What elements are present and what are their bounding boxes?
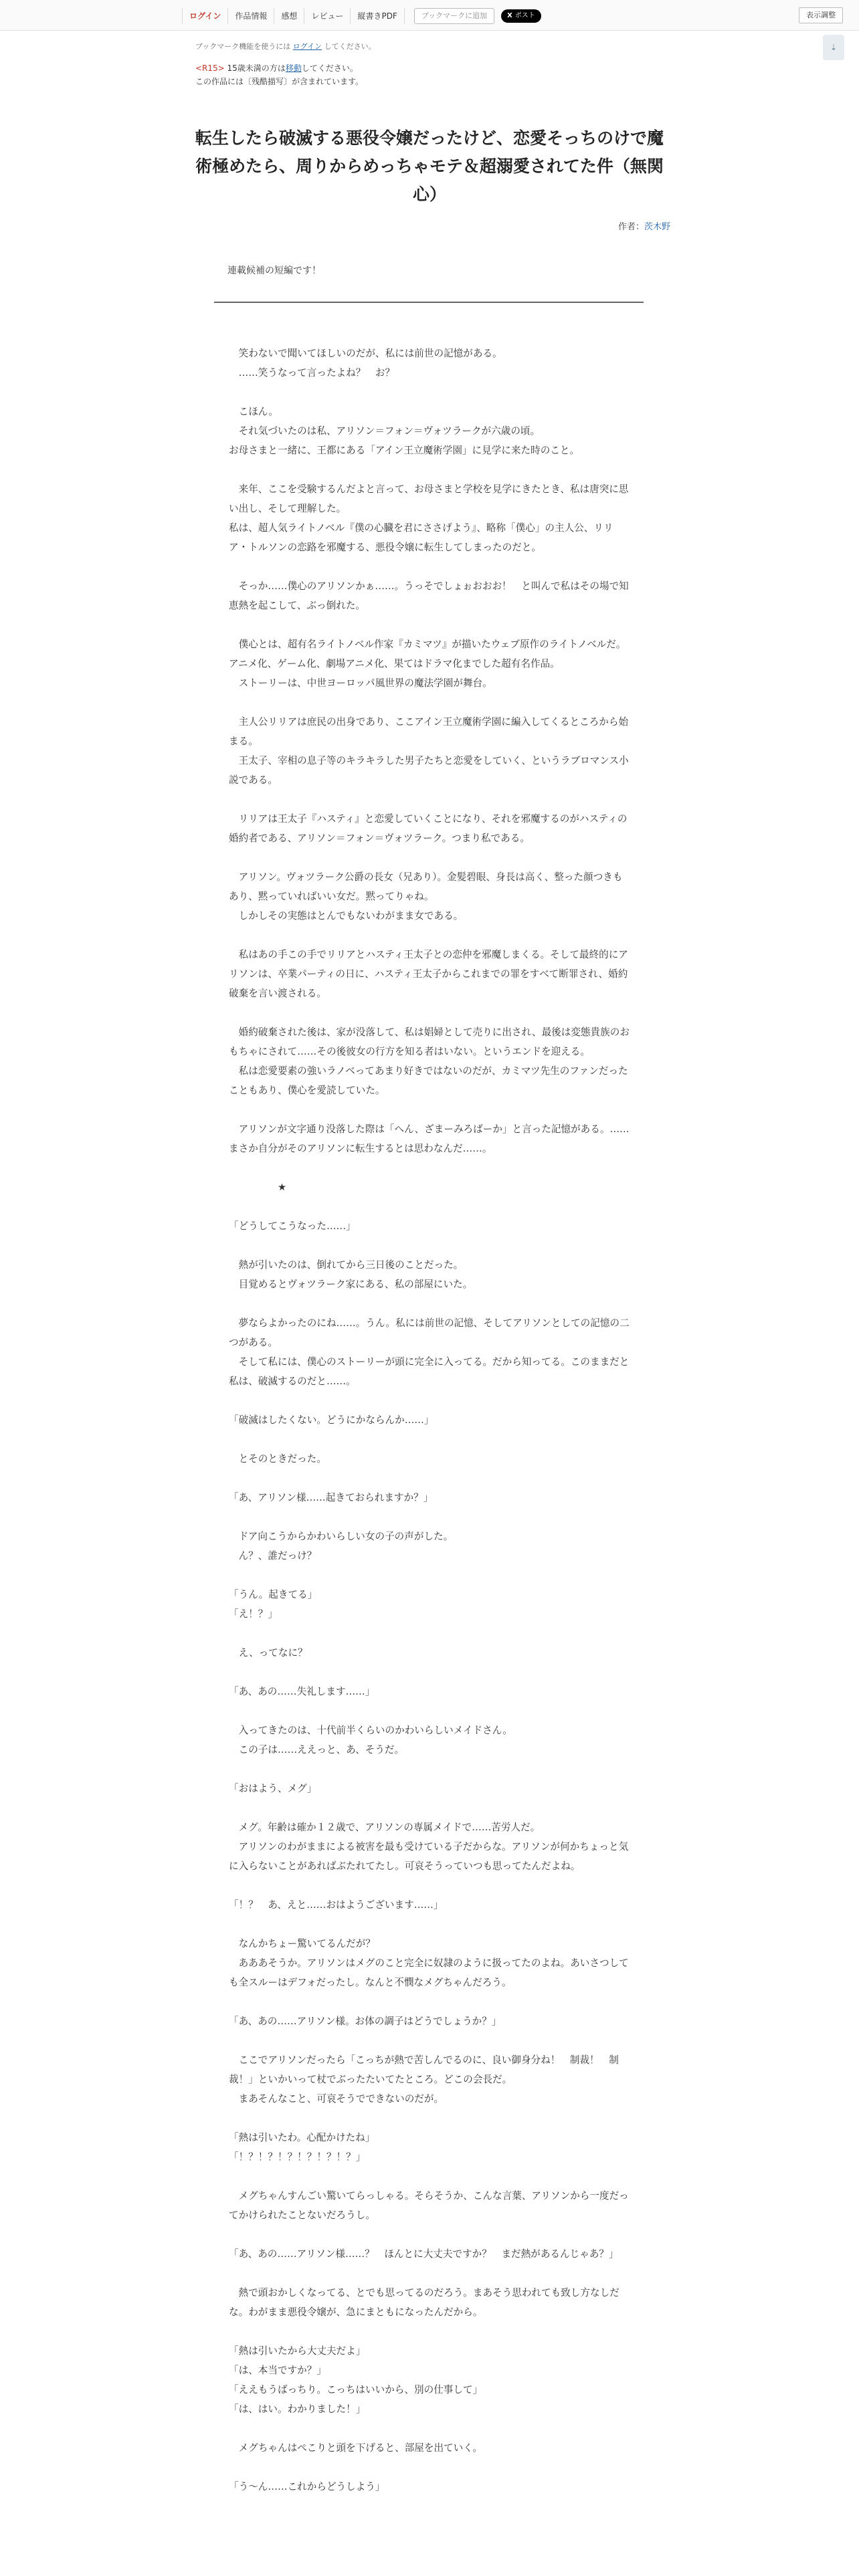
body-paragraph: 夢ならよかったのにね……。うん。私には前世の記憶、そしてアリソンとしての記憶の二つがある。	[229, 1317, 630, 1348]
body-paragraph: 僕心とは、超有名ライトノベル作家『カミマツ』が描いたウェブ原作のライトノベルだ。アニメ化、ゲーム化、劇場アニメ化、果てはドラマ化までした超有名作品。	[229, 639, 626, 669]
login-notice-link[interactable]: ログイン	[292, 42, 322, 51]
body-paragraph: お母さまと一緒に、王都にある「アイン王立魔術学園」に見学に来た時のこと。	[229, 445, 580, 456]
nav-review-link[interactable]: レビュー	[304, 8, 351, 24]
body-paragraph: 笑わないで聞いてほしいのだが、私には前世の記憶がある。	[229, 348, 502, 359]
x-logo-icon: X	[507, 12, 512, 19]
body-paragraph: 「熱は引いたわ。心配かけたね」	[229, 2132, 375, 2143]
body-paragraph: とそのときだった。	[229, 1453, 326, 1465]
r15-notice-suffix: してください。	[301, 64, 358, 73]
body-paragraph: ここでアリソンだったら「こっちが熱で苦しんでるのに、良い御身分ね！ 制裁！ 制裁！」といかいって杖でぶったたいてたところ。どこの会長だ。	[229, 2054, 619, 2085]
login-notice-suffix: してください。	[322, 42, 376, 51]
blank-line	[229, 1236, 630, 1255]
body-paragraph: 「どうしてこうなった……」	[229, 1220, 356, 1232]
body-paragraph: アリソン。ヴォツラーク公爵の長女（兄あり）。金髪碧眼、身長は高く、整った顔つきもあり、黙っていればいい女だ。黙ってりゃね。	[229, 871, 623, 902]
author-line	[189, 219, 670, 232]
r15-tag: <R15>	[195, 64, 225, 73]
blank-line	[229, 1566, 630, 1585]
blank-line	[229, 460, 630, 479]
body-paragraph: 「！？！？！？！？！？！？」	[229, 2151, 366, 2163]
body-paragraph: 目覚めるとヴォツラーク家にある、私の部屋にいた。	[229, 1279, 473, 1290]
blank-line	[229, 1469, 630, 1488]
body-paragraph: なんかちょー驚いてるんだが？	[229, 1938, 375, 1949]
blank-line	[229, 790, 630, 809]
body-paragraph: え、ってなに？	[229, 1647, 308, 1658]
body-paragraph: 「あ、あの……失礼します……」	[229, 1686, 375, 1697]
blank-line	[229, 615, 630, 635]
body-paragraph: 「あ、あの……アリソン様……？ ほんとに大丈夫ですか？ まだ熱があるんじゃあ？」	[229, 2248, 619, 2260]
body-paragraph: ストーリーは、中世ヨーロッパ風世界の魔法学園が舞台。	[229, 677, 492, 689]
arrow-down-icon: ⇣	[830, 43, 838, 52]
blank-line	[229, 848, 630, 867]
blank-line	[229, 383, 630, 402]
body-paragraph: ドア向こうからかわいらしい女の子の声がした。	[229, 1531, 454, 1542]
novel-title: 転生したら破滅する悪役令嬢だったけど、恋愛そっちのけで魔術極めたら、周りからめっちゃモテ＆超溺愛されてた件（無関心）	[195, 128, 664, 204]
body-paragraph: 来年、ここを受験するんだよと言って、お母さまと学校を見学にきたとき、私は唐突に思い出し、そして理解した。	[229, 484, 629, 514]
author-link[interactable]: 茨木野	[644, 222, 670, 232]
author-label: 作者：	[617, 222, 644, 232]
blank-line	[229, 1759, 630, 1779]
body-paragraph: アリソンのわがままによる被害を最も受けている子だからな。アリソンが何かちょっと気に入らないことがあればぶたれてたし。可哀そうっていつも思ってたんだよね。	[229, 1841, 629, 1872]
body-paragraph: 「破滅はしたくない。どうにかならんか……」	[229, 1414, 434, 1426]
blank-line	[229, 1430, 630, 1449]
blank-line	[229, 1391, 630, 1410]
blank-line	[229, 1992, 630, 2012]
body-paragraph: 熱が引いたのは、倒れてから三日後のことだった。	[229, 1259, 464, 1271]
top-navigation-bar	[0, 0, 859, 31]
blank-line	[229, 1197, 630, 1216]
preface-divider	[214, 302, 644, 303]
display-settings-button[interactable]: 表示調整	[799, 7, 843, 23]
body-paragraph: 「熱は引いたから大丈夫だよ」	[229, 2345, 366, 2357]
body-paragraph: 私はあの手この手でリリアとハスティ王太子との恋仲を邪魔しまくる。そして最終的にアリソンは、卒業パーティの日に、ハスティ王太子からこれまでの罪をすべて断罪され、婚約破棄を言い渡される。	[229, 949, 628, 999]
blank-line	[229, 557, 630, 576]
nav-vertical-pdf-link[interactable]: 縦書きPDF	[351, 8, 404, 24]
body-paragraph: メグちゃんすんごい驚いてらっしゃる。そらそうか、こんな言葉、アリソンから一度だってかけられたことないだろうし。	[229, 2190, 629, 2221]
body-paragraph: 「は、本当ですか？」	[229, 2365, 326, 2376]
add-bookmark-button[interactable]: ブックマークに追加	[414, 8, 494, 24]
body-paragraph: 入ってきたのは、十代前半くらいのかわいらしいメイドさん。	[229, 1725, 512, 1736]
body-paragraph: この子は……ええっと、あ、そうだ。	[229, 1744, 405, 1755]
body-paragraph: 王太子、宰相の息子等のキラキラした男子たちと恋愛をしていく、というラブロマンス小説である。	[229, 755, 629, 786]
blank-line	[229, 1662, 630, 1682]
body-paragraph: 熱で頭おかしくなってる、とでも思ってるのだろう。まあそう思われても致し方なしだな。わがまま悪役令嬢が、急にまともになったんだから。	[229, 2287, 619, 2318]
blank-line	[229, 2419, 630, 2438]
nav-login-link[interactable]: ログイン	[182, 8, 228, 24]
blank-line	[229, 2225, 630, 2244]
blank-line	[229, 1915, 630, 1934]
x-post-button[interactable]	[501, 9, 541, 23]
blank-line	[229, 1507, 630, 1527]
blank-line	[229, 2458, 630, 2477]
body-paragraph: 私は、超人気ライトノベル『僕の心臓を君にささげよう』、略称「僕心」の主人公、リリア・トルソンの恋路を邪魔する、悪役令嬢に転生してしまったのだと。	[229, 522, 613, 553]
blank-line	[229, 1701, 630, 1721]
blank-line	[229, 2031, 630, 2050]
blank-line	[229, 1624, 630, 1643]
r15-move-link[interactable]: 移動	[285, 64, 302, 73]
notice-area	[195, 41, 664, 88]
novel-body	[229, 344, 630, 2496]
blank-line	[229, 2167, 630, 2186]
body-paragraph: 主人公リリアは庶民の出身であり、ここアイン王立魔術学園に編入してくるところから始まる。	[229, 716, 629, 747]
body-paragraph: ……笑うなって言ったよね？ お？	[229, 367, 395, 379]
blank-line	[229, 2109, 630, 2128]
body-paragraph: 「は、はい。わかりました！」	[229, 2403, 366, 2415]
blank-line	[229, 2322, 630, 2341]
login-notice-text: ブックマーク機能を使うには	[195, 42, 293, 51]
body-paragraph: ★	[229, 1182, 287, 1193]
body-paragraph: リリアは王太子『ハスティ』と恋愛していくことになり、それを邪魔するのがハスティの婚約者である、アリソン＝フォン＝ヴォツラーク。つまり私である。	[229, 813, 628, 844]
body-paragraph: 「うん。起きてる」	[229, 1589, 318, 1600]
body-paragraph: メグちゃんはぺこりと頭を下げると、部屋を出ていく。	[229, 2442, 483, 2454]
blank-line	[229, 1100, 630, 1119]
blank-line	[229, 926, 630, 945]
body-paragraph: それ気づいたのは私、アリソン＝フォン＝ヴォツラークが六歳の頃。	[229, 425, 541, 437]
blank-line	[229, 693, 630, 712]
content-warning: この作品には〔残酷描写〕が含まれています。	[195, 77, 364, 86]
blank-line	[229, 1294, 630, 1313]
scroll-down-button[interactable]	[823, 35, 844, 60]
body-paragraph: アリソンが文字通り没落した際は「へん、ざまーみろばーか」と言った記憶がある。……まさか自分がそのアリソンに転生するとは思わなんだ……。	[229, 1123, 630, 1154]
body-paragraph: 婚約破棄された後は、家が没落して、私は娼婦として売りに出され、最後は変態貴族のおもちゃにされて……その後彼女の行方を知る者はいない。というエンドを迎える。	[229, 1027, 630, 1057]
r15-notice-text: 15歳未満の方は	[224, 64, 286, 73]
nav-impressions-link[interactable]: 感想	[274, 8, 304, 24]
x-post-label: ポスト	[514, 12, 535, 19]
blank-line	[229, 1003, 630, 1023]
body-paragraph: 「おはよう、メグ」	[229, 1783, 317, 1794]
body-paragraph: こほん。	[229, 406, 278, 417]
body-paragraph: 「あ、アリソン様……起きておられますか？」	[229, 1492, 434, 1503]
blank-line	[229, 1158, 630, 1178]
body-paragraph: まあそんなこと、可哀そうでできないのだが。	[229, 2093, 444, 2105]
preface: 連載候補の短編です！	[227, 265, 321, 276]
body-paragraph: 私は恋愛要素の強いラノベってあまり好きではないのだが、カミマツ先生のファンだったこともあり、僕心を愛読していた。	[229, 1065, 628, 1096]
body-paragraph: 「あ、あの……アリソン様。お体の調子はどうでしょうか？」	[229, 2016, 502, 2027]
top-nav	[182, 7, 541, 25]
r15-notice	[195, 62, 664, 75]
blank-line	[229, 1798, 630, 1818]
body-paragraph: 「ええもうばっちり。こっちはいいから、別の仕事して」	[229, 2384, 483, 2395]
body-paragraph: ん？、誰だっけ？	[229, 1550, 317, 1562]
body-paragraph: メグ。年齢は確か１２歳で、アリソンの専属メイドで……苦労人だ。	[229, 1822, 541, 1833]
body-paragraph: そっか……僕心のアリソンかぁ……。うっそでしょぉおおお！ と叫んで私はその場で知恵熱を起こして、ぶっ倒れた。	[229, 580, 629, 611]
login-notice	[195, 41, 664, 52]
blank-line	[229, 2264, 630, 2283]
body-paragraph: 「！？ あ、えと……おはようございます……」	[229, 1899, 444, 1911]
body-paragraph: しかしその実態はとんでもないわがまま女である。	[229, 910, 464, 922]
body-paragraph: 「え！？」	[229, 1608, 278, 1620]
body-paragraph: そして私には、僕心のストーリーが頭に完全に入ってる。だから知ってる。このままだと私は、破滅するのだと……。	[229, 1356, 630, 1387]
blank-line	[229, 1876, 630, 1895]
body-paragraph: 「う～ん……これからどうしよう」	[229, 2481, 385, 2492]
nav-work-info-link[interactable]: 作品情報	[228, 8, 274, 24]
body-paragraph: あああそうか。アリソンはメグのこと完全に奴隷のように扱ってたのよね。あいさつしても全スルーはデフォだったし。なんと不憫なメグちゃんだろう。	[229, 1957, 629, 1988]
